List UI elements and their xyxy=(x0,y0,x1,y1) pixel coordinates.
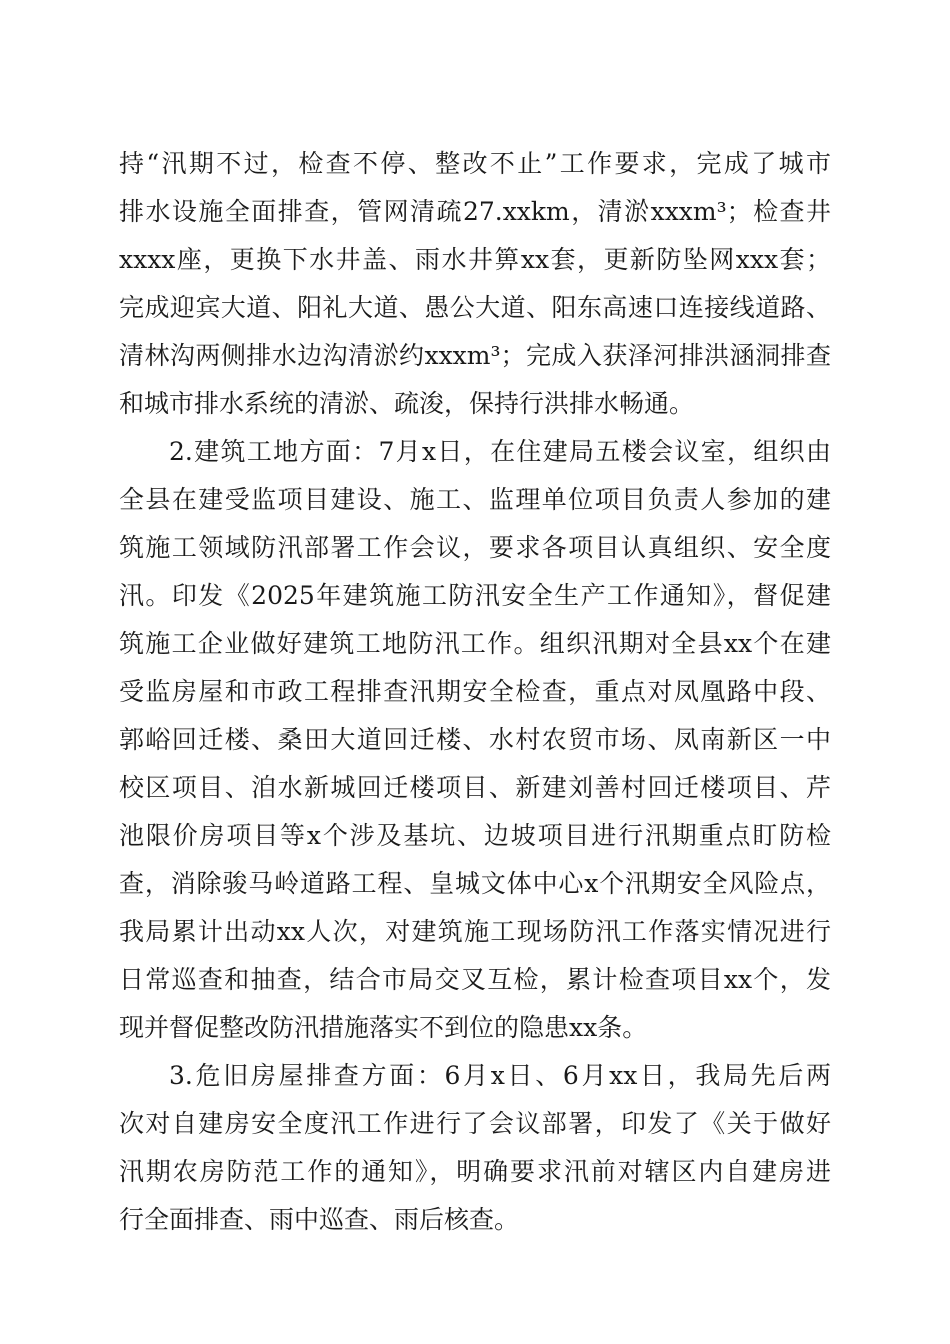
text-line: xxxx座，更换下水井盖、雨水井箅xx套，更新防坠网xxx套； xyxy=(119,245,831,274)
text-line: 和城市排水系统的清淤、疏浚，保持行洪排水畅通。 xyxy=(119,389,695,418)
text-line: 筑施工领域防汛部署工作会议，要求各项目认真组织、安全度 xyxy=(119,533,831,562)
text-line: 清林沟两侧排水边沟清淤约xxxm³；完成入获泽河排洪涵洞排查 xyxy=(119,341,831,370)
text-line: 持“汛期不过，检查不停、整改不止”工作要求，完成了城市 xyxy=(119,149,831,178)
paragraph-dangerous-houses xyxy=(119,1052,831,1244)
text-line: 查，消除骏马岭道路工程、皇城文体中心x个汛期安全风险点， xyxy=(119,869,831,898)
text-line: 3.危旧房屋排查方面：6月x日、6月xx日，我局先后两 xyxy=(169,1061,831,1090)
text-line: 现并督促整改防汛措施落实不到位的隐患xx条。 xyxy=(119,1013,648,1042)
paragraph-drainage xyxy=(119,140,831,428)
text-line: 2.建筑工地方面：7月x日，在住建局五楼会议室，组织由 xyxy=(169,437,831,466)
text-line: 筑施工企业做好建筑工地防汛工作。组织汛期对全县xx个在建 xyxy=(119,629,831,658)
paragraph-construction-sites xyxy=(119,428,831,1052)
text-line: 行全面排查、雨中巡查、雨后核查。 xyxy=(119,1205,520,1234)
text-line: 次对自建房安全度汛工作进行了会议部署，印发了《关于做好 xyxy=(119,1109,831,1138)
text-line: 受监房屋和市政工程排查汛期安全检查，重点对凤凰路中段、 xyxy=(119,677,831,706)
text-line: 池限价房项目等x个涉及基坑、边坡项目进行汛期重点盯防检 xyxy=(119,821,831,850)
text-line: 汛期农房防范工作的通知》，明确要求汛前对辖区内自建房进 xyxy=(119,1157,831,1186)
text-line: 排水设施全面排查，管网清疏27.xxkm，清淤xxxm³；检查井 xyxy=(119,197,831,226)
text-line: 汛。印发《2025年建筑施工防汛安全生产工作通知》，督促建 xyxy=(119,581,831,610)
text-line: 日常巡查和抽查，结合市局交叉互检，累计检查项目xx个，发 xyxy=(119,965,831,994)
text-line: 校区项目、洎水新城回迁楼项目、新建刘善村回迁楼项目、芹 xyxy=(119,773,831,802)
text-line: 我局累计出动xx人次，对建筑施工现场防汛工作落实情况进行 xyxy=(119,917,831,946)
text-line: 全县在建受监项目建设、施工、监理单位项目负责人参加的建 xyxy=(119,485,831,514)
text-line: 郭峪回迁楼、桑田大道回迁楼、水村农贸市场、凤南新区一中 xyxy=(119,725,831,754)
text-line: 完成迎宾大道、阳礼大道、愚公大道、阳东高速口连接线道路、 xyxy=(119,293,831,322)
document-body xyxy=(119,140,831,1244)
